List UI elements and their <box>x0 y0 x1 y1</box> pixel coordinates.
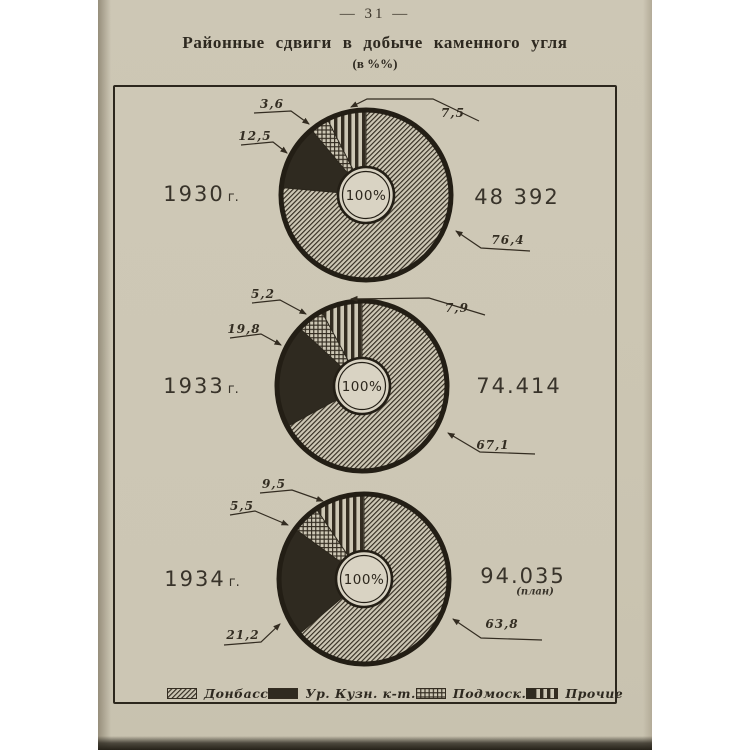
diagonal-hatch-swatch <box>167 688 197 699</box>
pct-1934-donbass: 63,8 <box>485 617 519 631</box>
year-suffix: г. <box>227 382 239 397</box>
vertical-bars-swatch <box>526 688 558 699</box>
year-value: 1933 <box>163 374 225 398</box>
solid-black-swatch <box>268 688 298 699</box>
legend-label: Донбасс <box>204 685 269 701</box>
chart-subtitle: (в %%) <box>352 56 398 71</box>
legend-item-podmosk <box>416 686 526 701</box>
legend-item-uralkuzn <box>268 686 415 701</box>
pct-1930-prochie: 7,5 <box>441 106 465 120</box>
total-1934: 94.035 <box>480 564 566 588</box>
pct-1933-prochie: 7,9 <box>445 301 469 315</box>
legend-label: Прочие <box>565 685 624 701</box>
year-value: 1934 <box>164 567 226 591</box>
pct-1933-uralkuzn: 19,8 <box>227 322 261 336</box>
chart-title: Районные сдвиги в добыче каменного угля <box>182 33 568 52</box>
pct-1930-podmosk: 3,6 <box>260 97 284 111</box>
chart-frame <box>113 85 624 704</box>
total-1933: 74.414 <box>476 374 562 398</box>
year-label-1933 <box>163 374 238 398</box>
pct-1933-donbass: 67,1 <box>476 438 510 452</box>
legend-label: Подмоск. <box>452 685 527 701</box>
year-label-1934 <box>164 567 239 591</box>
pct-1934-podmosk: 5,5 <box>230 499 254 513</box>
pct-1934-uralkuzn: 21,2 <box>226 628 260 642</box>
pct-1934-prochie: 9,5 <box>262 477 286 491</box>
legend <box>167 684 624 702</box>
scanned-book-page <box>98 0 652 750</box>
pie-1930 <box>271 100 461 290</box>
total-1930: 48 392 <box>474 185 560 209</box>
pie-1934 <box>269 484 459 674</box>
pie-center-label: 100% <box>343 572 385 588</box>
pct-1930-donbass: 76,4 <box>491 233 525 247</box>
year-value: 1930 <box>163 182 225 206</box>
cross-hatch-swatch <box>416 688 446 699</box>
year-suffix: г. <box>228 575 240 590</box>
total-1934-note: (план) <box>516 586 554 598</box>
year-suffix: г. <box>227 190 239 205</box>
pct-1930-uralkuzn: 12,5 <box>238 129 272 143</box>
legend-item-prochie <box>526 686 623 701</box>
pie-1933 <box>267 291 457 481</box>
pie-center-label: 100% <box>345 188 387 204</box>
legend-label: Ур. Кузн. к-т. <box>305 685 416 701</box>
page-bottom-shadow <box>98 736 652 750</box>
page-number: — 31 — <box>339 6 411 22</box>
year-label-1930 <box>163 182 238 206</box>
pie-center-label: 100% <box>341 379 383 395</box>
legend-item-donbass <box>167 686 268 701</box>
pct-1933-podmosk: 5,2 <box>251 287 275 301</box>
